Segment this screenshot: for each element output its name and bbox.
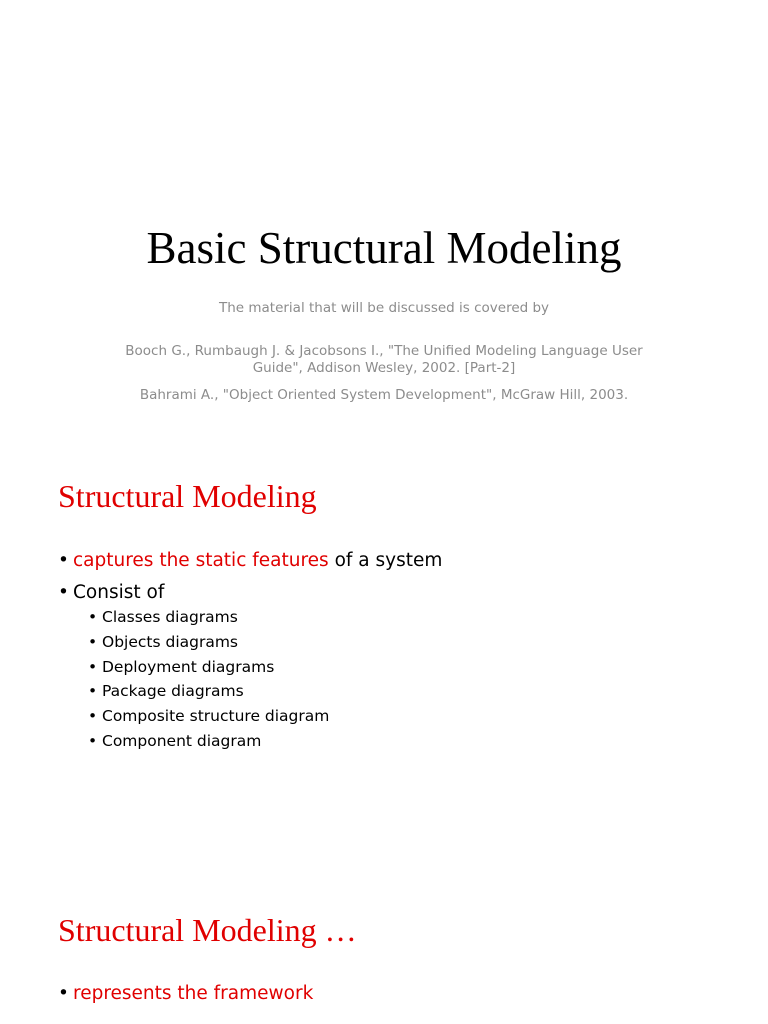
subtitle-intro: The material that will be discussed is covered by [218, 300, 550, 316]
bullet-item [58, 982, 313, 1006]
bullet-highlight: captures the static features [73, 550, 329, 571]
slide-heading: Structural Modeling … [58, 912, 357, 948]
slide-heading: Structural Modeling [58, 478, 317, 514]
reference-booch: Booch G., Rumbaugh J. & Jacobsons I., "The Unified Modeling Language User Guide", Addison Wesley, 2002. [Part-2] [125, 343, 643, 376]
sub-bullet-list [58, 607, 442, 751]
sub-bullet-item: • Deployment diagrams [58, 657, 442, 677]
sub-bullet-item: • Package diagrams [58, 681, 442, 701]
sub-bullet-item: • Component diagram [58, 731, 442, 751]
slide-structural-modeling-cont [0, 856, 768, 1024]
sub-bullet-item: • Objects diagrams [58, 632, 442, 652]
slide-title [0, 0, 768, 440]
bullet-list [58, 549, 442, 756]
bullet-highlight: represents the framework [73, 983, 314, 1004]
bullet-item [58, 549, 442, 573]
bullet-list [58, 982, 313, 1014]
reference-bahrami: Bahrami A., "Object Oriented System Development", McGraw Hill, 2003. [139, 387, 629, 403]
sub-bullet-list-wrapper [58, 607, 442, 751]
sub-bullet-item: • Classes diagrams [58, 607, 442, 627]
bullet-text: Consist of [73, 582, 165, 603]
slide-title-heading: Basic Structural Modeling [146, 223, 622, 273]
sub-bullet-item: • Composite structure diagram [58, 706, 442, 726]
slide-structural-modeling [0, 448, 768, 848]
bullet-item [58, 581, 442, 605]
bullet-text: of a system [328, 550, 443, 571]
